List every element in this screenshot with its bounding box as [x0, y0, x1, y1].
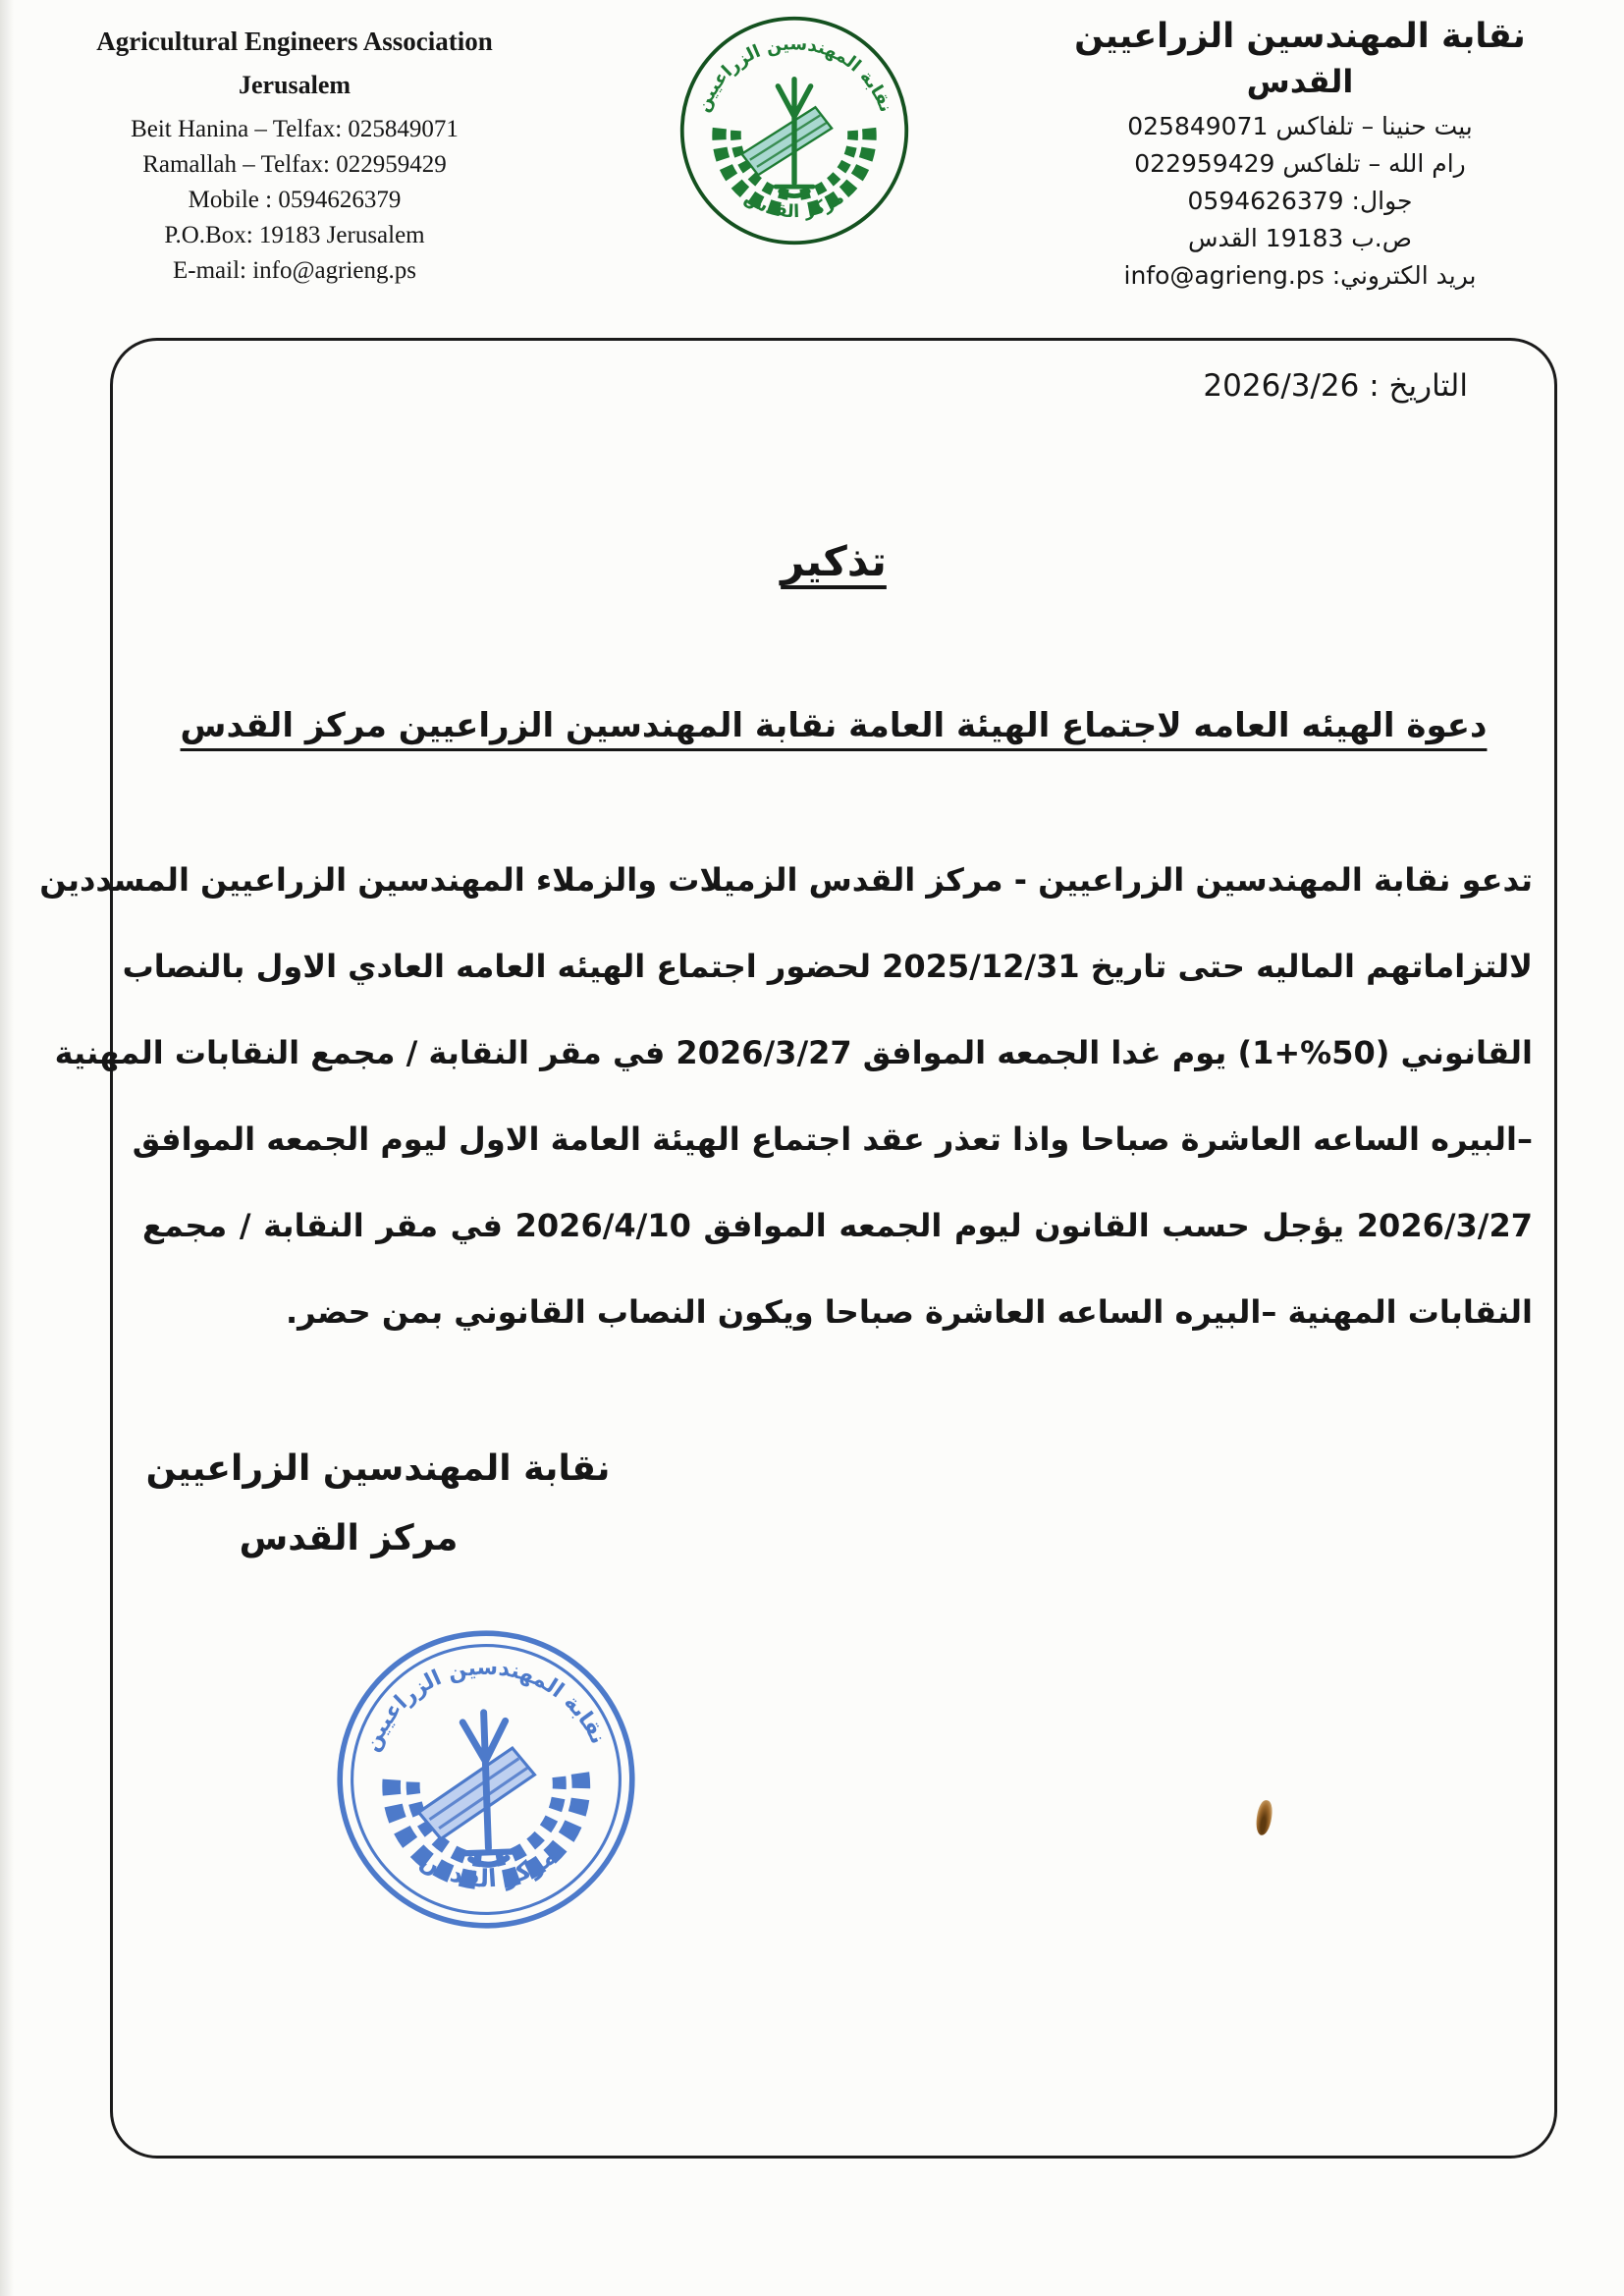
signature-branch: مركز القدس [239, 1518, 459, 1558]
body-line: –البيره الساعه العاشرة صباحا واذا تعذر عقد اجتماع الهيئة العامة الاول ليوم الجمعه الموافق [132, 1121, 1533, 1158]
contact-line-ar: بيت حنينا – تلفاكس 025849071 [1127, 111, 1473, 140]
body-line: القانوني (50%+1) يوم غدا الجمعه الموافق 2026/3/27 في مقر النقابة / مجمع النقابات المهنية [54, 1034, 1533, 1071]
header-english-block [71, 26, 518, 289]
contact-line-en: Mobile : 0594626379 [188, 186, 402, 213]
subject-heading-text: دعوة الهيئه العامه لاجتماع الهيئة العامة نقابة المهندسين الزراعيين مركز القدس [180, 706, 1488, 745]
date-line: التاريخ : 2026/3/26 [1203, 368, 1468, 404]
letter-body [39, 837, 1534, 1355]
scan-speck-artifact [1255, 1799, 1274, 1836]
body-line: لالتزاماتهم الماليه حتى تاريخ 2025/12/31 لحضور اجتماع الهيئه العامه العادي الاول بالنصاب [122, 948, 1533, 985]
contact-line-en: Beit Hanina – Telfax: 025849071 [131, 115, 459, 142]
association-logo-emblem-icon [677, 14, 911, 247]
contact-line-en: P.O.Box: 19183 Jerusalem [164, 221, 425, 248]
contact-line-ar: ص.ب 19183 القدس [1188, 223, 1412, 252]
signature-org: نقابة المهندسين الزراعيين [145, 1449, 611, 1489]
org-name-en: Agricultural Engineers Association [96, 27, 493, 56]
body-line: تدعو نقابة المهندسين الزراعيين - مركز القدس الزميلات والزملاء المهندسين الزراعيين المسددين [39, 861, 1533, 899]
contact-line-ar: بريد الكتروني: info@agrieng.ps [1123, 260, 1477, 290]
org-name-ar: نقابة المهندسين الزراعيين [1074, 17, 1526, 56]
memo-title [113, 537, 1554, 585]
association-stamp [329, 1622, 644, 1938]
subject-heading [142, 706, 1525, 745]
contacts-en [71, 112, 518, 289]
header-arabic-block [1009, 16, 1591, 295]
org-city-en: Jerusalem [238, 70, 352, 99]
logo-ring-text-top: نقابة المهندسين الزراعيين [692, 33, 896, 116]
contact-line-ar: جوال: 0594626379 [1187, 186, 1413, 215]
association-logo [677, 14, 911, 247]
memo-title-text: تذكير [781, 537, 887, 585]
letter-border-box [39, 338, 1557, 2159]
association-stamp-emblem-icon [329, 1622, 644, 1938]
contacts-ar [1009, 108, 1591, 295]
org-city-ar: القدس [1246, 62, 1354, 100]
stamp-ring-text-top: نقابة المهندسين الزراعيين [358, 1655, 611, 1756]
signature-block [136, 1449, 620, 1558]
logo-ring-text-bottom: مركز القدس [740, 187, 848, 223]
body-line: 2026/3/27 يؤجل حسب القانون ليوم الجمعه الموافق 2026/4/10 في مقر النقابة / مجمع [142, 1207, 1534, 1244]
contact-line-en: E-mail: info@agrieng.ps [173, 256, 416, 284]
svg-text:مركز القدس [741, 188, 848, 223]
contact-line-ar: رام الله – تلفاكس 022959429 [1134, 148, 1466, 178]
body-line: النقابات المهنية –البيره الساعه العاشرة صباحا ويكون النصاب القانوني بمن حضر. [286, 1293, 1533, 1331]
scan-edge-shadow [0, 0, 14, 2296]
stamp-ring-text-bottom: مركز القدس [415, 1840, 563, 1893]
contact-line-en: Ramallah – Telfax: 022959429 [142, 150, 447, 178]
